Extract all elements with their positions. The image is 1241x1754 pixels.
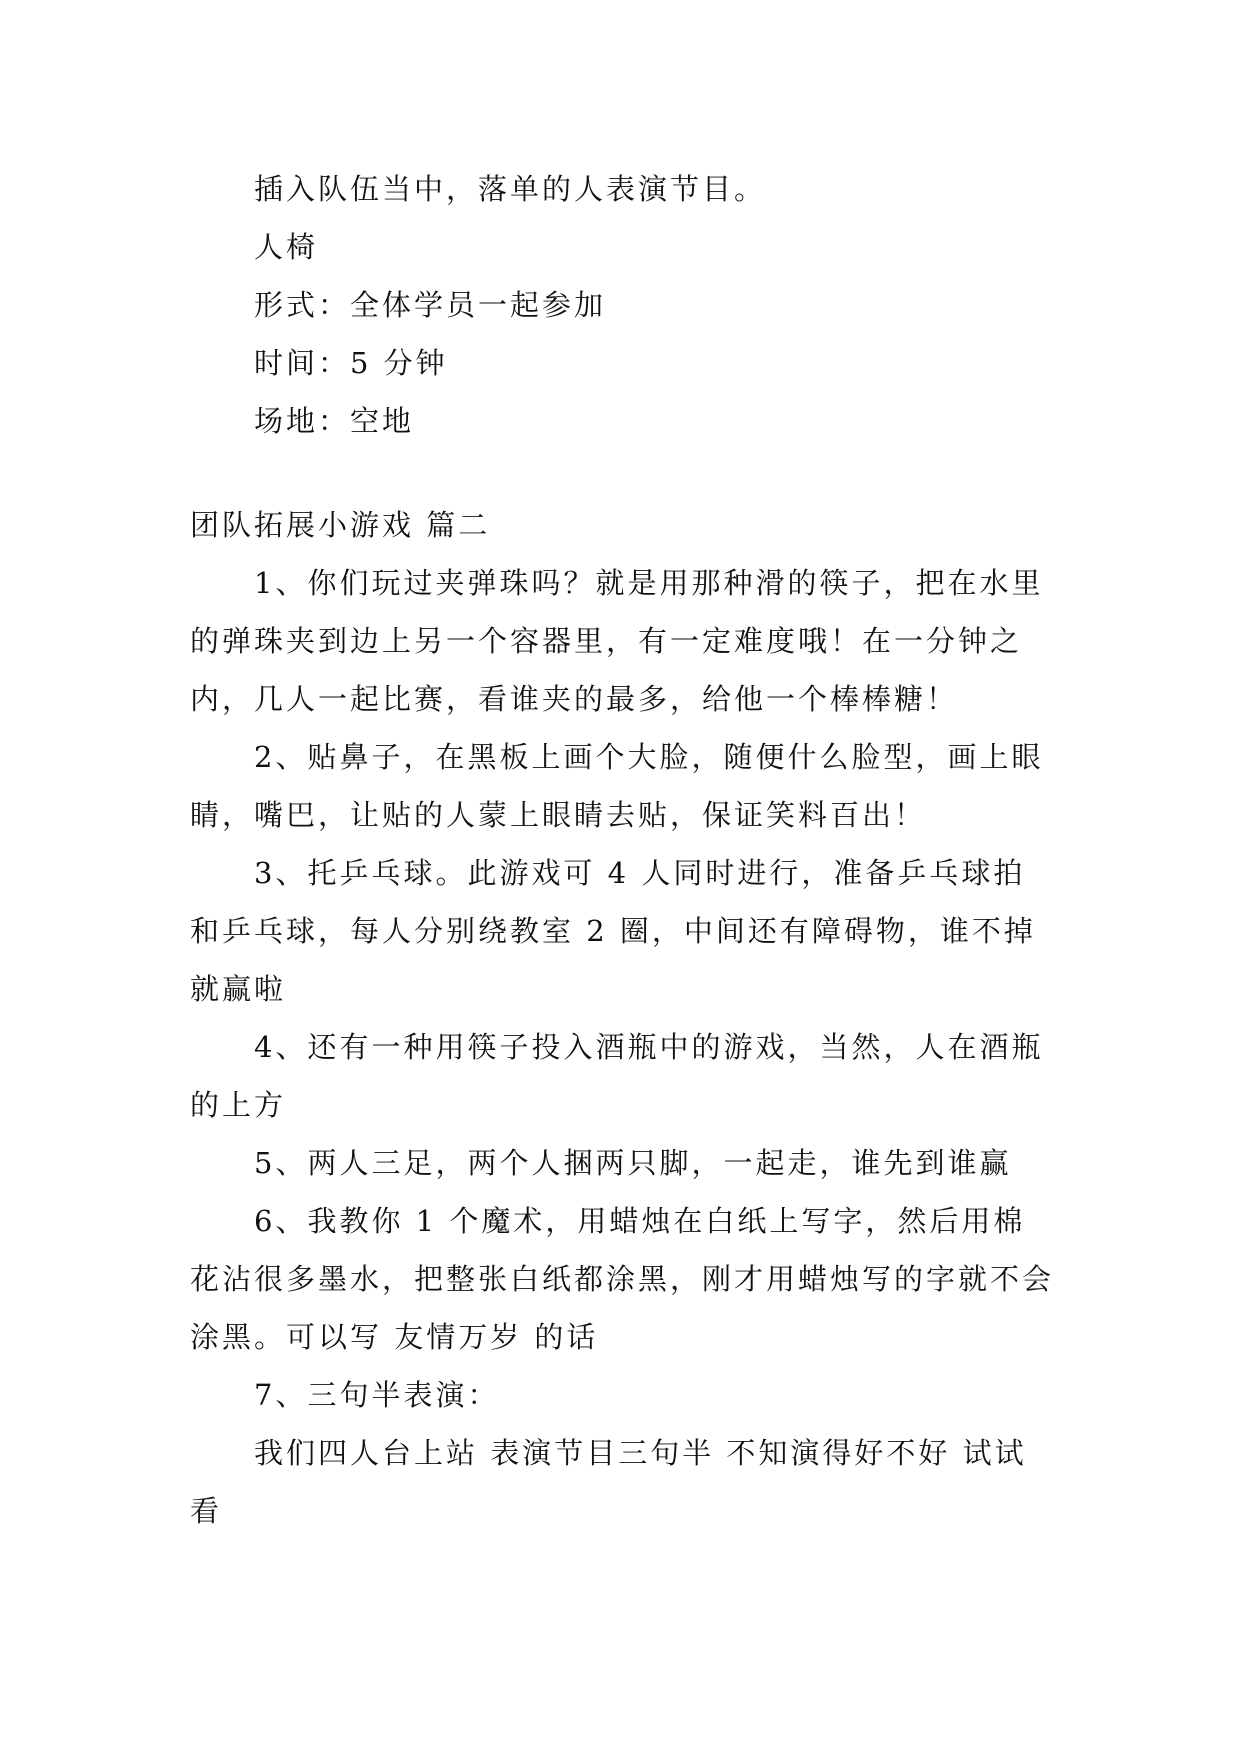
section-heading: 团队拓展小游戏 篇二	[190, 508, 491, 542]
paragraph-item-7: 7、三句半表演：	[254, 1378, 500, 1412]
paragraph-item-1: 1、你们玩过夹弹珠吗？就是用那种滑的筷子，把在水里的弹珠夹到边上另一个容器里，有一定难度哦！在一分钟之内，几人一起比赛，看谁夹的最多，给他一个棒棒糖！	[190, 566, 1044, 716]
game-time-line: 时间：5 分钟	[254, 346, 448, 380]
paragraph-item-2: 2、贴鼻子，在黑板上画个大脸，随便什么脸型，画上眼睛，嘴巴，让贴的人蒙上眼睛去贴，保证笑料百出！	[190, 740, 1044, 832]
body-line-intro: 插入队伍当中，落单的人表演节目。	[254, 172, 767, 206]
paragraph-item-4: 4、还有一种用筷子投入酒瓶中的游戏，当然，人在酒瓶的上方	[190, 1030, 1044, 1122]
game-format-line: 形式：全体学员一起参加	[254, 288, 607, 322]
paragraph-item-6: 6、我教你 1 个魔术，用蜡烛在白纸上写字，然后用棉花沾很多墨水，把整张白纸都涂黑，刚才用蜡烛写的字就不会涂黑。可以写 友情万岁 的话	[190, 1204, 1055, 1354]
document-body	[190, 160, 1056, 1540]
section-spacer	[190, 450, 1056, 496]
paragraph-item-5: 5、两人三足，两个人捆两只脚，一起走，谁先到谁赢	[254, 1146, 1012, 1180]
game-title-human-chair: 人椅	[254, 230, 319, 264]
game-venue-line: 场地：空地	[254, 404, 415, 438]
paragraph-item-7-verse: 我们四人台上站 表演节目三句半 不知演得好不好 试试看	[190, 1436, 1027, 1528]
paragraph-item-3: 3、托乒乓球。此游戏可 4 人同时进行，准备乒乓球拍和乒乓球，每人分别绕教室 2 圈，中间还有障碍物，谁不掉就赢啦	[190, 856, 1036, 1006]
